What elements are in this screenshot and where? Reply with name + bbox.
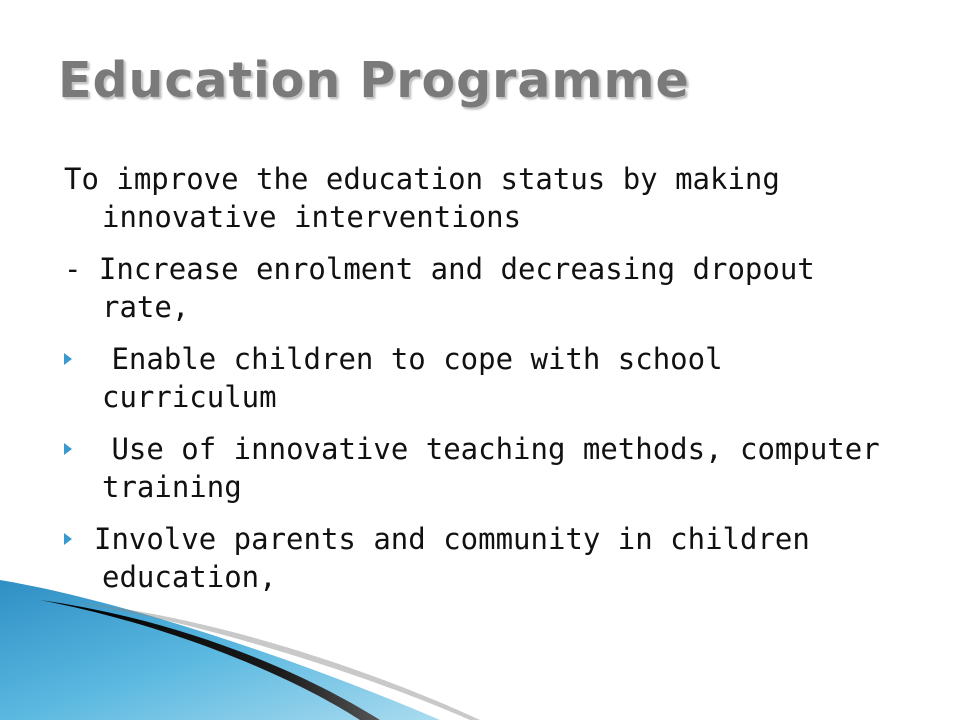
bullet-item (64, 340, 904, 416)
bullet-text: Enable children to cope with school curriculum (94, 342, 741, 414)
bullet-text: Use of innovative teaching methods, computer training (94, 432, 898, 504)
paragraph (64, 160, 904, 236)
slide-body (64, 160, 904, 610)
paragraph (64, 250, 904, 326)
triangle-right-icon (64, 430, 94, 506)
slide-title: Education Programme (58, 52, 690, 109)
triangle-right-icon (64, 340, 94, 416)
bullet-text: Involve parents and community in children education, (94, 522, 828, 594)
bullet-item (64, 430, 904, 506)
paragraph-text: To improve the education status by making innovative interventions (64, 162, 798, 234)
corner-wave-decoration (0, 580, 960, 720)
paragraph-text: - Increase enrolment and decreasing dropout rate, (64, 252, 833, 324)
